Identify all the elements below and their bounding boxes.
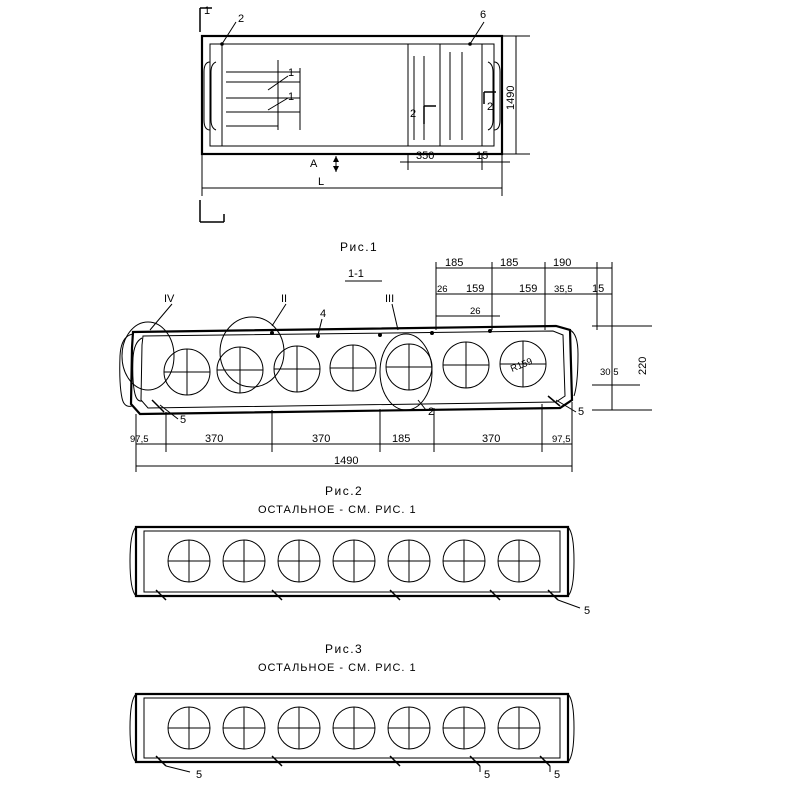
fig2-dot-c: [430, 331, 434, 335]
fig2-dim-305: 30,5: [600, 367, 619, 378]
fig2-dim-185c: 185: [392, 433, 411, 445]
fig2-dim-159b: 159: [519, 283, 538, 295]
fig1-dim-15-text: 15: [476, 150, 489, 162]
fig2-dim-overall: 1490: [334, 455, 359, 467]
fig2-dim-370c: 370: [482, 433, 501, 445]
fig1-mark-1-top: 1: [204, 5, 211, 17]
fig2-dot-d: [488, 329, 492, 333]
fig2-note: ОСТАЛЬНОЕ - СМ. РИС. 1: [258, 504, 417, 516]
fig2-pos-II: II: [281, 293, 288, 305]
fig1-letter-L: L: [318, 176, 325, 188]
fig2-dim-190: 190: [553, 257, 572, 269]
fig1-dim-height-text: 1490: [505, 85, 517, 110]
fig1-A-arrowhead-up: [333, 156, 339, 162]
fig2-pos-5-left-tick: [152, 400, 164, 412]
fig4-pos5-leader-left: [166, 766, 190, 772]
fig1-leader-6: [470, 22, 484, 44]
fig1-letter-A: A: [310, 158, 318, 170]
fig2-dim-185b: 185: [500, 257, 519, 269]
fig2-voids: [164, 341, 546, 395]
fig1-mark-2-right: 2: [487, 101, 494, 113]
figure-4-slab: [130, 694, 574, 781]
fig2-dim-370a: 370: [205, 433, 224, 445]
fig3-caption: Рис.3: [325, 642, 364, 656]
fig2-dim-975b: 97,5: [552, 434, 571, 445]
fig2-pos-III: III: [385, 293, 395, 305]
fig2-dim-355: 35,5: [554, 284, 573, 295]
fig2-right-dimensions: [592, 326, 652, 410]
fig2-dim-370b: 370: [312, 433, 331, 445]
fig4-pos-5-mid: 5: [484, 769, 491, 781]
fig1-mark-6: 6: [480, 9, 487, 21]
fig2-pos-II-leader: [272, 304, 286, 326]
fig2-pos-III-leader: [392, 304, 398, 330]
fig1-right-end-detail-2: [488, 62, 493, 130]
fig1-mark-2-inner: 2: [410, 108, 417, 120]
fig2-pos-2: 2: [428, 406, 435, 418]
fig2-dim-220: 220: [637, 356, 649, 375]
fig1-dim-350-text: 350: [416, 150, 435, 162]
fig2-dim-15: 15: [592, 283, 605, 295]
fig2-top-dimensions: [436, 257, 612, 330]
fig4-pos-5-left: 5: [196, 769, 203, 781]
figure-3-slab: [130, 527, 590, 674]
fig2-pos-5-left: 5: [180, 414, 187, 426]
fig1-leader-dot-2: [220, 42, 224, 46]
fig1-outer-outline: [202, 36, 502, 154]
fig2-caption: Рис.2: [325, 484, 364, 498]
fig4-pos-5-right: 5: [554, 769, 561, 781]
fig1-mark-1-inner-b: 1: [288, 91, 295, 103]
fig2-left-cap-2: [133, 338, 142, 401]
fig1-inner-outline: [210, 44, 494, 146]
fig3-note: ОСТАЛЬНОЕ - СМ. РИС. 1: [258, 662, 417, 674]
fig2-dim-159a: 159: [466, 283, 485, 295]
fig3-pos5-leader: [558, 600, 580, 608]
fig2-dim-26a: 26: [437, 284, 448, 295]
fig1-leader-2: [222, 22, 236, 44]
fig2-detail-bubble-II: [220, 317, 284, 387]
figure-2-section: [120, 257, 652, 516]
fig2-pos-5-right: 5: [578, 406, 585, 418]
fig2-hole-radius-label: R159: [509, 356, 535, 375]
fig2-pos-4: 4: [320, 308, 327, 320]
fig2-dim-975a: 97,5: [130, 434, 149, 445]
fig2-dim-185a: 185: [445, 257, 464, 269]
fig1-caption: Рис.1: [340, 240, 379, 254]
fig1-mark-1-inner: 1: [288, 67, 295, 79]
fig4-voids: [168, 707, 540, 749]
fig1-mark-2-top: 2: [238, 13, 245, 25]
fig2-section-label: 1-1: [348, 268, 364, 280]
fig1-left-end-detail: [204, 62, 210, 130]
fig2-slab-outline: [131, 326, 572, 414]
figure-1-plan-view: [200, 5, 530, 254]
fig2-detail-bubble-III: [380, 334, 432, 410]
fig2-pos-4-leader: [318, 319, 322, 335]
fig3-voids: [168, 540, 540, 582]
fig2-pos-IV: IV: [164, 293, 175, 305]
fig2-dot-b: [378, 333, 382, 337]
fig1-A-arrowhead-dn: [333, 166, 339, 172]
fig1-leader-dot-6: [468, 42, 472, 46]
fig1-right-end-detail: [494, 62, 500, 130]
fig2-dim-26b: 26: [470, 306, 481, 317]
fig2-pos-4-dot: [316, 334, 320, 338]
fig3-pos-5: 5: [584, 605, 591, 617]
fig1-left-end-detail-2: [211, 62, 216, 130]
fig2-dot-a: [270, 331, 274, 335]
